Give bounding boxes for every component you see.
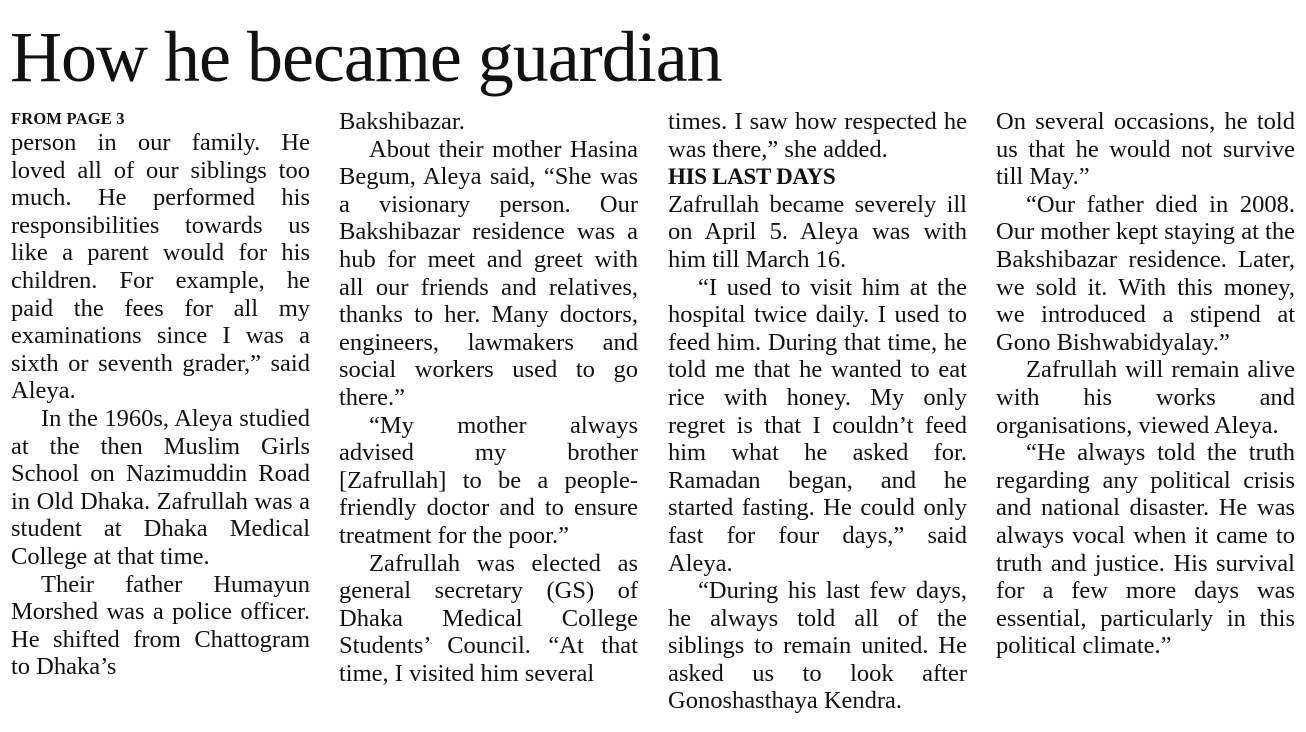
headline: How he became guardian: [10, 17, 722, 97]
paragraph: About their mother Hasina Begum, Aleya said, “She was a visionary person. Our Bakshibazar residence was a hub for meet and greet with all our friends and relatives, thanks to her. Many doctors, engineers, lawmakers and social workers used to go there.”: [339, 135, 638, 411]
paragraph: “My mother always advised my brother [Zafrullah] to be a people-friendly doctor and to ensure treatment for the poor.”: [339, 411, 638, 549]
paragraph: Bakshibazar.: [339, 108, 465, 135]
paragraph: “I used to visit him at the hospital twice daily. I used to feed him. During that time, he told me that he wanted to eat rice with honey. My only regret is that I couldn’t feed him what he asked for. Ramadan began, and he started fasting. He could only fast for four days,” said Aleya.: [668, 273, 967, 577]
paragraph: “He always told the truth regarding any political crisis and national disaster. He was always vocal when it came to truth and justice. His survival for a few more days was essential, particularly in this political climate.”: [996, 439, 1295, 660]
continued-from-label: FROM PAGE 3: [11, 109, 125, 128]
article-column-2: [339, 108, 638, 687]
paragraph: “Our father died in 2008. Our mother kept staying at the Bakshibazar residence. Later, we sold it. With this money, we introduced a stipend at Gono Bishwabidyalay.”: [996, 190, 1295, 356]
paragraph: In the 1960s, Aleya studied at the then Muslim Girls School on Nazimuddin Road in Old Dhaka. Zafrullah was a student at Dhaka Medical College at that time.: [11, 404, 310, 570]
paragraph: Zafrullah was elected as general secretary (GS) of Dhaka Medical College Students’ Council. “At that time, I visited him several: [339, 549, 638, 687]
article-column-3: [668, 108, 967, 715]
paragraph: Zafrullah will remain alive with his works and organisations, viewed Aleya.: [996, 356, 1295, 439]
article-column-1: [11, 108, 310, 681]
paragraph: Zafrullah became severely ill on April 5. Aleya was with him till March 16.: [668, 190, 967, 273]
paragraph: Their father Humayun Morshed was a police officer. He shifted from Chattogram to Dhaka’s: [11, 570, 310, 681]
paragraph: times. I saw how respected he was there,” she added.: [668, 108, 967, 163]
section-subhead: HIS LAST DAYS: [668, 164, 836, 190]
paragraph: “During his last few days, he always told all of the siblings to remain united. He asked us to look after Gonoshasthaya Kendra.: [668, 577, 967, 715]
paragraph: On several occasions, he told us that he would not survive till May.”: [996, 108, 1295, 191]
article-column-4: [996, 108, 1295, 660]
paragraph: person in our family. He loved all of our siblings too much. He performed his responsibilities towards us like a parent would for his children. For example, he paid the fees for all my examinations since I was a sixth or seventh grader,” said Aleya.: [11, 129, 310, 405]
